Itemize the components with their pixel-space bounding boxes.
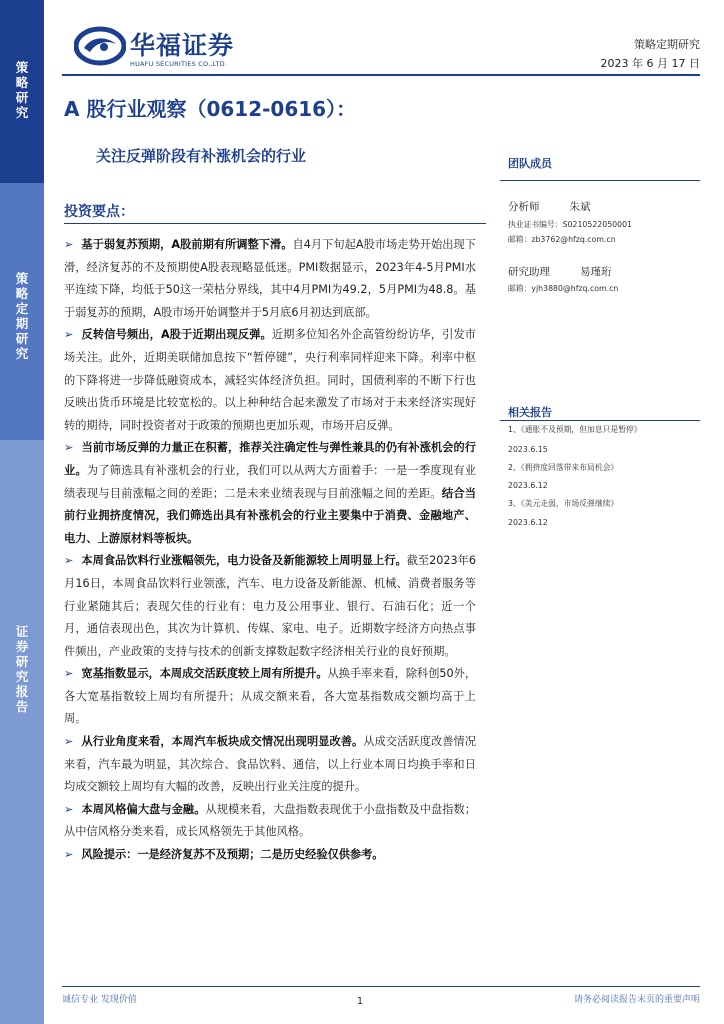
page-number: 1 xyxy=(357,996,364,1007)
related-reports-title: 相关报告 xyxy=(508,406,552,419)
paragraph-text: 从规模来看，大盘指数表现优于小盘指数及中盘指数；从中信风格分类来看，成长风格领先于其他风格。 xyxy=(64,802,476,839)
company-logo xyxy=(74,26,264,70)
footer-disclaimer: 请务必阅读报告末页的重要声明 xyxy=(573,995,700,1005)
arrow-bullet-icon: ➢ xyxy=(64,735,74,749)
paragraph xyxy=(64,324,476,437)
paragraph xyxy=(64,799,476,844)
paragraph xyxy=(64,437,476,550)
paragraph xyxy=(64,550,476,663)
analyst-role: 分析师 xyxy=(508,201,540,213)
team-title: 团队成员 xyxy=(508,157,552,170)
paragraph-lead: 当前市场反弹的力量正在积蓄，推荐关注确定性与弹性兼具的仍有补涨机会的行业。 xyxy=(64,441,476,477)
arrow-bullet-icon: ➢ xyxy=(64,667,74,681)
logo-english-name: HUAFU SECURITIES CO.,LTD. xyxy=(130,60,228,68)
sidebar xyxy=(0,0,44,1024)
sidebar-bottom-label: 证券研究报告 xyxy=(15,624,29,714)
report-type: 策略定期研究 xyxy=(634,38,700,51)
related-report-item[interactable]: 1、《通胀不及预期，但加息只是暂停》 xyxy=(508,425,642,434)
sidebar-top-block xyxy=(0,0,44,183)
related-divider xyxy=(500,420,700,421)
paragraph-text: 从成交活跃度改善情况来看，汽车最为明显，其次综合、食品饮料、通信，以上行业本周日均换手率和日均成交额较上周均有大幅的改善，反映出行业关注度的提升。 xyxy=(64,735,476,794)
sidebar-bottom-block xyxy=(0,440,44,1024)
assistant xyxy=(508,264,612,279)
paragraph xyxy=(64,234,476,324)
paragraph xyxy=(64,844,476,867)
paragraph-text: 截至2023年6月16日，本周食品饮料行业领涨，汽车、电力设备及新能源、机械、消费者服务等行业紧随其后；表现欠佳的行业有：电力及公用事业、银行、石油石化；近一个月，通信表现出色，其次为计算机、传媒、家电、电子。近期数字经济方向热点事件频出，产业政策的支持与技术的创新支撑数起数字经济相关行业的良好预期。 xyxy=(64,554,476,658)
logo-name: 华福证券 xyxy=(130,31,235,60)
footer-divider xyxy=(62,986,700,987)
sidebar-top-label: 策略研究 xyxy=(15,60,29,120)
paragraph-lead: 本周食品饮料行业涨幅领先，电力设备及新能源较上周明显上行。 xyxy=(81,554,407,568)
paragraph xyxy=(64,663,476,731)
assistant-role: 研究助理 xyxy=(508,266,550,278)
paragraph-text: 自4月下旬起A股市场走势开始出现下滑，经济复苏的不及预期使A股表现略显低迷。PMI数据显示，2023年4-5月PMI水平连续下降，均低于50这一荣枯分界线，其中4月PMI为49.2，5月PMI为48.8。基于弱复苏的预期，A股市场开始调整并于5月底6月初达到底部。 xyxy=(64,238,476,319)
paragraph-text: 近期多位知名外企高管纷纷访华，引发市场关注。此外，近期美联储加息按下“暂停键”，央行利率同样迎来下降。利率中枢的下降将进一步降低融资成本，减轻实体经济负担。同时，国债利率的不断下行也反映出货币环境是比较宽松的。以上种种结合起来激发了市场对于未来经济实现好转的期待，同时投资者对于政策的预期也更加乐观，市场开启反弹。 xyxy=(64,328,476,432)
report-body xyxy=(64,234,476,867)
related-report-item[interactable]: 2、《拥挤度回落带来布局机会》 xyxy=(508,463,619,472)
analyst-email[interactable]: 邮箱：zb3762@hfzq.com.cn xyxy=(508,235,616,244)
paragraph-lead: 从行业角度来看，本周汽车板块成交情况出现明显改善。 xyxy=(81,735,364,749)
section-divider xyxy=(64,223,486,224)
arrow-bullet-icon: ➢ xyxy=(64,328,74,342)
assistant-name: 易瑾珩 xyxy=(580,266,612,278)
logo-emblem-icon xyxy=(74,26,126,66)
paragraph-text: 从换手率来看，除科创50外，各大宽基指数较上周均有所提升；从成交额来看，各大宽基指数成交额均高于上周。 xyxy=(64,667,477,726)
analyst-name: 朱斌 xyxy=(569,201,591,213)
arrow-bullet-icon: ➢ xyxy=(64,802,74,816)
paragraph-lead: 反转信号频出，A股于近期出现反弹。 xyxy=(81,328,272,342)
section-title: 投资要点： xyxy=(64,204,134,220)
page-subtitle: 关注反弹阶段有补涨机会的行业 xyxy=(96,147,307,165)
paragraph-lead: 本周风格偏大盘与金融。 xyxy=(81,802,206,816)
paragraph-lead: 宽基指数显示，本周成交活跃度较上周有所提升。 xyxy=(81,667,328,681)
related-report-date: 2023.6.12 xyxy=(508,518,548,527)
sidebar-middle-block xyxy=(0,183,44,440)
team-divider xyxy=(500,180,700,181)
paragraph-lead: 风险提示：一是经济复苏不及预期；二是历史经验仅供参考。 xyxy=(81,848,384,862)
analyst xyxy=(508,199,591,214)
arrow-bullet-icon: ➢ xyxy=(64,441,74,455)
assistant-email[interactable]: 邮箱：yjh3880@hfzq.com.cn xyxy=(508,284,619,293)
related-report-date: 2023.6.15 xyxy=(508,445,548,454)
paragraph xyxy=(64,731,476,799)
footer-slogan: 诚信专业 发现价值 xyxy=(62,995,137,1005)
report-date: 2023 年 6 月 17 日 xyxy=(600,57,700,70)
paragraph-lead: 基于弱复苏预期，A股前期有所调整下滑。 xyxy=(81,238,293,251)
paragraph-text: 为了筛选具有补涨机会的行业，我们可以从两大方面着手：一是一季度现有业绩表现与目前涨幅之间的差距；二是未来业绩表现与目前涨幅之间的差距。 xyxy=(64,463,476,500)
related-report-date: 2023.6.12 xyxy=(508,481,548,490)
arrow-bullet-icon: ➢ xyxy=(64,238,74,251)
sidebar-middle-label: 策略定期研究 xyxy=(15,271,29,361)
page-title: A 股行业观察（0612-0616）： xyxy=(64,97,357,121)
arrow-bullet-icon: ➢ xyxy=(64,848,74,862)
analyst-license: 执业证书编号：S0210522050001 xyxy=(508,220,633,229)
arrow-bullet-icon: ➢ xyxy=(64,554,74,568)
paragraph-conclusion: 结合当前行业拥挤度情况，我们筛选出具有补涨机会的行业主要集中于消费、金融地产、电力、上游原材料等板块。 xyxy=(64,486,476,545)
related-report-item[interactable]: 3、《美元走弱，市场反弹继续》 xyxy=(508,499,619,508)
header-divider xyxy=(62,74,700,76)
